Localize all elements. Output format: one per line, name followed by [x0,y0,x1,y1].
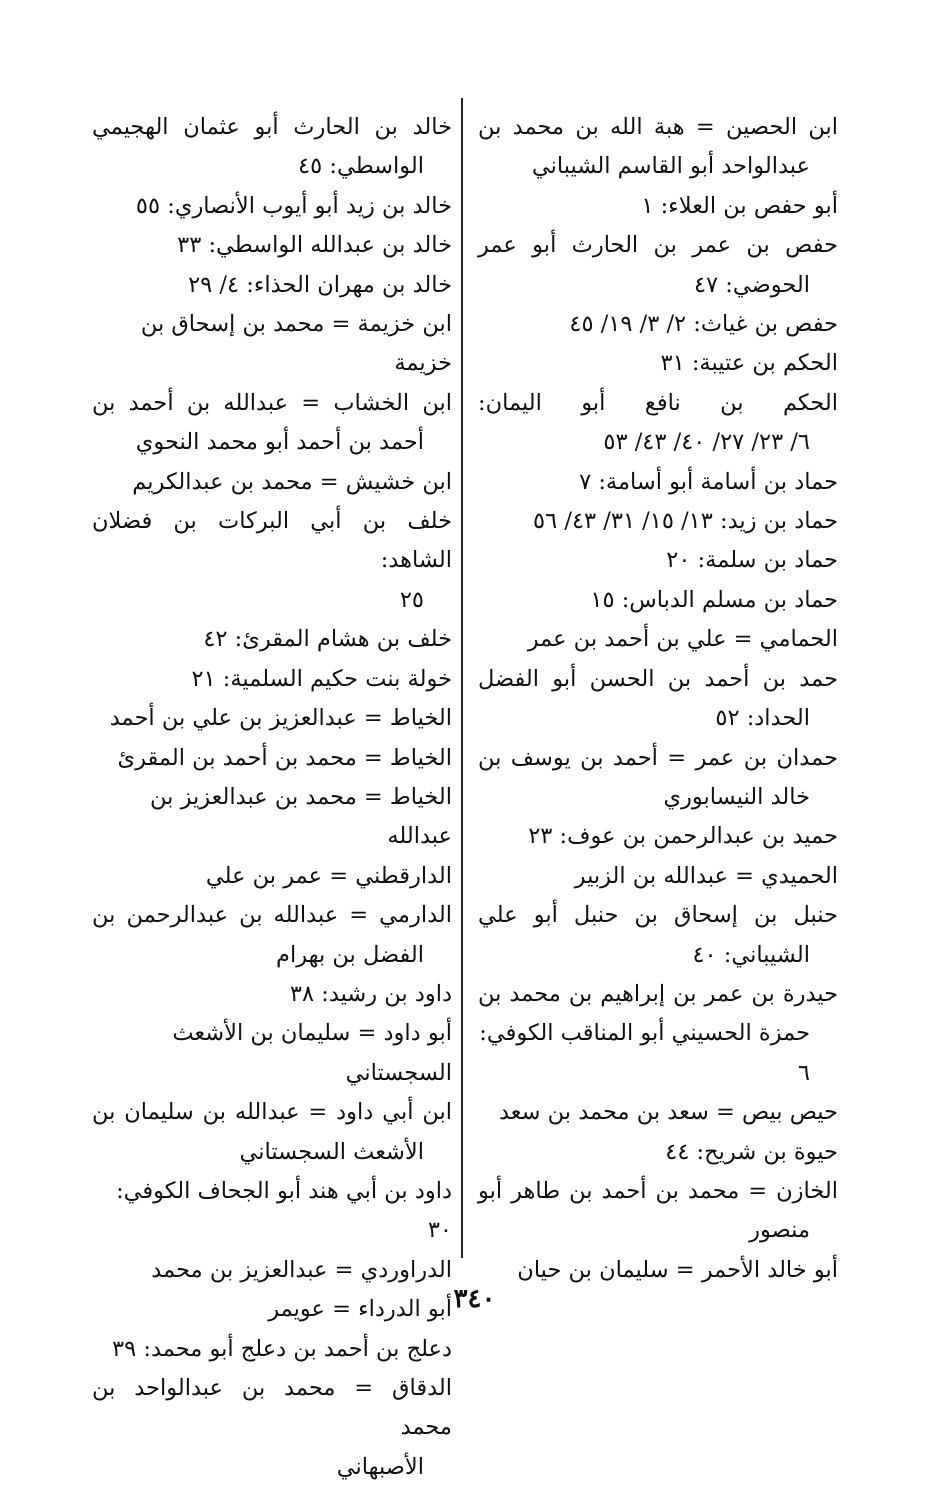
index-entry [92,1014,452,1093]
index-entry-line: خالد بن الحارث أبو عثمان الهجيمي [92,114,452,140]
index-entry [92,384,452,463]
index-entry-continuation: الأصبهاني [336,1453,424,1480]
index-entry [478,187,838,226]
index-entry-line: الحكم بن عتيبة: ٣١ [660,350,838,377]
index-entry [92,1369,452,1487]
index-entry [92,620,452,659]
index-entry-line: حفص بن عمر بن الحارث أبو عمر [478,232,838,259]
index-entry-line: حماد بن أسامة أبو أسامة: ٧ [579,468,838,495]
index-entry-line: خولة بنت حكيم السلمية: ٢١ [191,665,452,692]
index-entry-continuation: خالد النيسابوري [663,783,810,810]
index-entry-line: الحكم بن نافع أبو اليمان: [478,389,838,416]
index-entry-line: أبو حفص بن العلاء: ١ [641,192,838,219]
index-entry-line: حنبل بن إسحاق بن حنبل أبو علي [478,902,838,929]
index-entry [478,344,838,383]
index-entry [92,857,452,896]
index-entry-line: خلف بن هشام المقرئ: ٤٢ [203,626,452,653]
index-entry-line: الدقاق = محمد بن عبدالواحد بن محمد [92,1375,452,1441]
index-entry-line: خلف بن أبي البركات بن فضلان الشاهد: [92,508,452,574]
index-entry-line: حماد بن مسلم الدباس: ١٥ [590,586,838,613]
index-entry [92,1330,452,1369]
index-entry [478,1093,838,1132]
index-entry-line: الحميدي = عبدالله بن الزبير [574,862,838,889]
index-entry [478,581,838,620]
index-entry [478,108,838,187]
index-entry-line: دعلج بن أحمد بن دعلج أبو محمد: ٣٩ [112,1335,452,1362]
index-entry [478,226,838,305]
index-entry [478,1172,838,1251]
index-entry-continuation: ٦/ ٢٣/ ٢٧/ ٤٠/ ٤٣/ ٥٣ [603,429,810,456]
index-entry-line: أبو خالد الأحمر = سليمان بن حيان [517,1256,838,1283]
index-entry [478,1133,838,1172]
index-entry [478,463,838,502]
index-entry [92,226,452,265]
right-index-column [478,108,838,1290]
index-entry-line: الخازن = محمد بن أحمد بن طاهر أبو [478,1177,838,1204]
index-entry [478,541,838,580]
index-entry-line: حيدرة بن عمر بن إبراهيم بن محمد بن [478,980,838,1007]
index-entry-line: ابن خشيش = محمد بن عبدالكريم [132,468,452,495]
index-entry [478,817,838,856]
index-entry-line: ابن خزيمة = محمد بن إسحاق بن خزيمة [140,311,452,377]
index-entry-continuation: الأشعث السجستاني [239,1138,424,1165]
index-entry-line: الخياط = عبدالعزيز بن علي بن أحمد [109,705,452,732]
index-entry-continuation: الفضل بن بهرام [276,941,424,968]
index-entry-line: الدارقطني = عمر بن علي [205,862,452,889]
index-entry-line: أبو الدرداء = عويمر [268,1296,452,1323]
index-entry-line: حماد بن سلمة: ٢٠ [666,547,838,574]
index-entry [92,266,452,305]
index-entry-continuation: الواسطي: ٤٥ [298,153,424,180]
index-entry-continuation: الحداد: ٥٢ [715,705,810,732]
index-entry [92,778,452,857]
index-entry-line: الحمامي = علي بن أحمد بن عمر [527,626,838,653]
index-entry [92,739,452,778]
index-entry [478,305,838,344]
index-entry [92,699,452,738]
column-divider [461,98,463,1258]
index-entry [92,305,452,384]
index-entry [478,896,838,975]
index-entry [478,660,838,739]
index-entry [92,660,452,699]
index-entry [92,1172,452,1251]
index-entry [478,384,838,463]
index-entry [478,620,838,659]
index-entry-continuation: عبدالواحد أبو القاسم الشيباني [531,153,810,180]
index-entry-line: حميد بن عبدالرحمن بن عوف: ٢٣ [528,823,838,850]
index-entry-line: حيص بيص = سعد بن محمد بن سعد [498,1099,838,1126]
index-entry-line: ابن أبي داود = عبدالله بن سليمان بن [92,1099,452,1126]
index-entry-line: حماد بن زيد: ١٣/ ١٥/ ٣١/ ٤٣/ ٥٦ [533,508,838,535]
index-entry-continuation: أحمد بن أحمد أبو محمد النحوي [135,429,424,456]
index-entry [92,502,452,620]
index-entry-line: حيوة بن شريح: ٤٤ [665,1138,838,1165]
index-entry-line: داود بن رشيد: ٣٨ [289,980,452,1007]
index-entry [478,857,838,896]
index-entry-continuation: حمزة الحسيني أبو المناقب الكوفي: ٦ [479,1020,810,1086]
index-entry-line: أبو داود = سليمان بن الأشعث السجستاني [172,1020,452,1086]
index-entry [92,896,452,975]
page-number: ٣٤٠ [453,1284,496,1314]
index-entry-line: الخياط = محمد بن عبدالعزيز بن عبدالله [150,783,452,850]
index-entry-line: حمدان بن عمر = أحمد بن يوسف بن [478,744,838,771]
index-entry [478,975,838,1093]
index-entry-line: خالد بن عبدالله الواسطي: ٣٣ [177,232,452,259]
index-entry-continuation: ٢٥ [399,586,424,613]
index-entry-continuation: الحوضي: ٤٧ [693,271,810,298]
index-entry-line: ابن الحصين = هبة الله بن محمد بن [478,114,838,140]
index-entry-line: ابن الخشاب = عبدالله بن أحمد بن [92,389,452,416]
index-entry [92,975,452,1014]
index-entry [92,463,452,502]
left-index-column [92,108,452,1487]
index-entry [92,108,452,187]
index-entry [478,739,838,818]
index-entry-line: داود بن أبي هند أبو الجحاف الكوفي: ٣٠ [116,1177,452,1244]
index-entry-line: حفص بن غياث: ٢/ ٣/ ١٩/ ٤٥ [569,311,838,338]
index-entry-line: الدارمي = عبدالله بن عبدالرحمن بن [92,902,452,929]
index-entry-line: الدراوردي = عبدالعزيز بن محمد [151,1256,452,1283]
index-entry-line: خالد بن مهران الحذاء: ٤/ ٢٩ [188,271,452,298]
index-entry [92,1093,452,1172]
index-entry-line: خالد بن زيد أبو أيوب الأنصاري: ٥٥ [135,192,452,219]
index-entry-line: الخياط = محمد بن أحمد بن المقرئ [117,744,452,771]
index-entry-line: حمد بن أحمد بن الحسن أبو الفضل [478,665,838,692]
index-entry [478,502,838,541]
index-entry [92,187,452,226]
index-entry-continuation: منصور [749,1217,810,1244]
index-entry-continuation: الشيباني: ٤٠ [692,941,810,968]
